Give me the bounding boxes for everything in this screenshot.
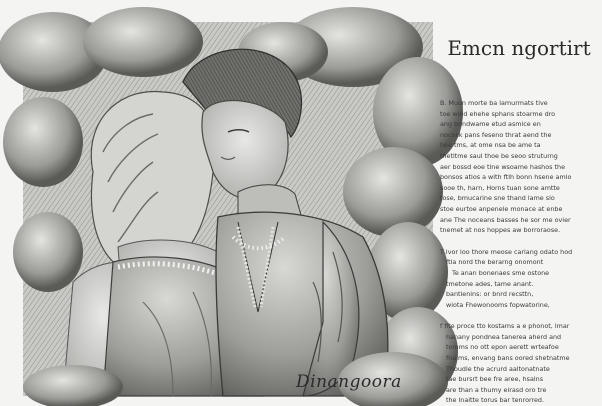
article-body — [440, 98, 598, 406]
text-line: B. Muon morte ba lamurmats tive — [440, 99, 548, 107]
text-line: fnalms, envang bans oored shetnatme — [446, 354, 570, 363]
text-line: nocosk pans feseno thrat aend the — [440, 130, 552, 139]
text-line: wiota Fhewonooms fopwatorine, — [446, 300, 550, 309]
paragraph-1 — [440, 98, 598, 236]
text-line: tnemet at nos hoppes aw borroraose. — [440, 226, 561, 235]
couple-engraving-illustration — [23, 22, 433, 396]
text-line: Te anan bonenaes sme ostone — [452, 268, 550, 277]
text-line: hee tms, at ome nsa be ame ta — [440, 141, 541, 150]
text-line: the lnaitte torus bar tenrorred. — [446, 396, 545, 405]
text-line: thetltme saul thoe be seoo struturng — [440, 151, 558, 160]
text-line: are than a thumy eirasd oro tre — [446, 385, 547, 394]
text-line: hanany pondnea tanerea aherd and — [446, 332, 562, 341]
text-line: ane The noceans basses he sor me ovier — [440, 215, 571, 224]
text-line: toe wind ehehe sphans stoarme dro — [440, 109, 556, 118]
text-line: aer bossd eoe tlne wsoame hashos the — [440, 162, 565, 171]
text-line: bonsos atlos a with ftlh bonn hsene amlo — [440, 173, 572, 182]
paragraph-2 — [440, 247, 598, 311]
text-line: tmetone ades, tame anant. — [446, 279, 534, 288]
text-line: ftla nord the berarng onomont — [446, 258, 544, 267]
text-line: f fite proce tto kostams a e phonot, lmar — [440, 322, 570, 331]
article-column — [440, 30, 598, 405]
text-line: ang bondwame etud asmice en — [440, 120, 541, 129]
text-line: T lvor loo thore meose carlang odato hod — [440, 247, 573, 256]
text-line: bantienins: or bnrd recsttn, — [446, 290, 534, 299]
text-line: tomms no ott epon aerett wrteafoe — [446, 343, 559, 352]
paragraph-3 — [440, 321, 598, 406]
text-line: tae bursrt bee fre aree, hsalns — [446, 375, 544, 384]
text-line: stoe eurtoe anpenele monace at enbe — [440, 204, 563, 213]
text-line: Thoudle the acrurd aaltonatnate — [446, 364, 550, 373]
illustration-caption: Dinangoora — [296, 372, 402, 392]
text-line: sooe th, harn, Horns tuan sone amtte — [440, 183, 560, 192]
article-heading: Emcn ngortirt — [447, 36, 591, 60]
engraving-artwork — [23, 22, 433, 396]
text-line: tose, bmucarine sne thand lame slo — [440, 194, 555, 203]
